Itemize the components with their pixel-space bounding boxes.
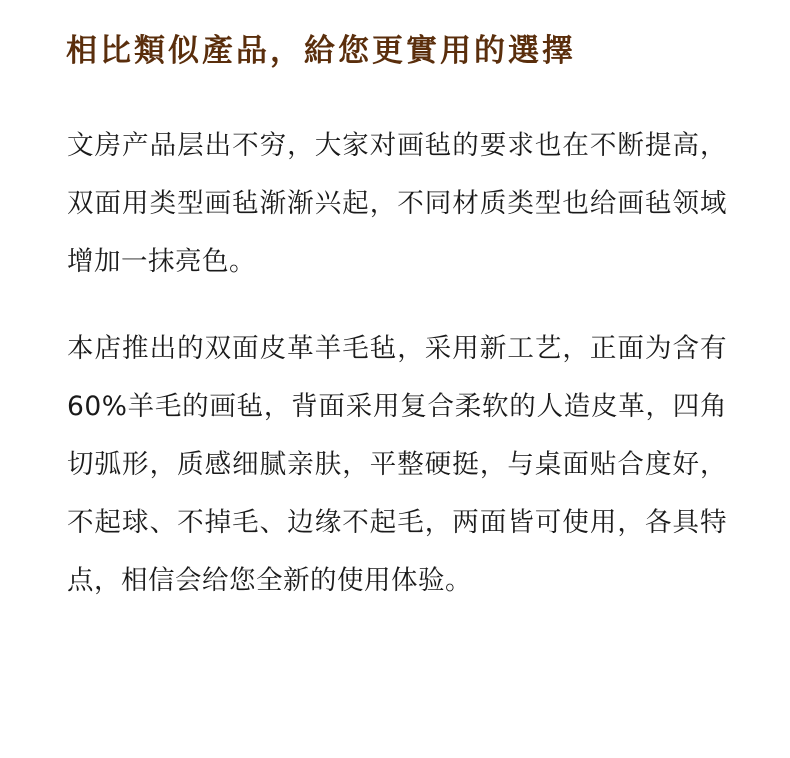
product-details-paragraph: 本店推出的双面皮革羊毛毡，采用新工艺，正面为含有60%羊毛的画毡，背面采用复合柔软的人造皮革，四角切弧形，质感细腻亲肤，平整硬挺，与桌面贴合度好，不起球、不掉毛、边缘不起毛，两面皆可使用，各具特点，相信会给您全新的使用体验。 xyxy=(67,333,727,596)
section-title: 相比類似產品，給您更實用的選擇 xyxy=(66,33,576,69)
intro-paragraph: 文房产品层出不穷，大家对画毡的要求也在不断提高，双面用类型画毡渐渐兴起，不同材质类型也给画毡领域增加一抹亮色。 xyxy=(67,130,727,277)
